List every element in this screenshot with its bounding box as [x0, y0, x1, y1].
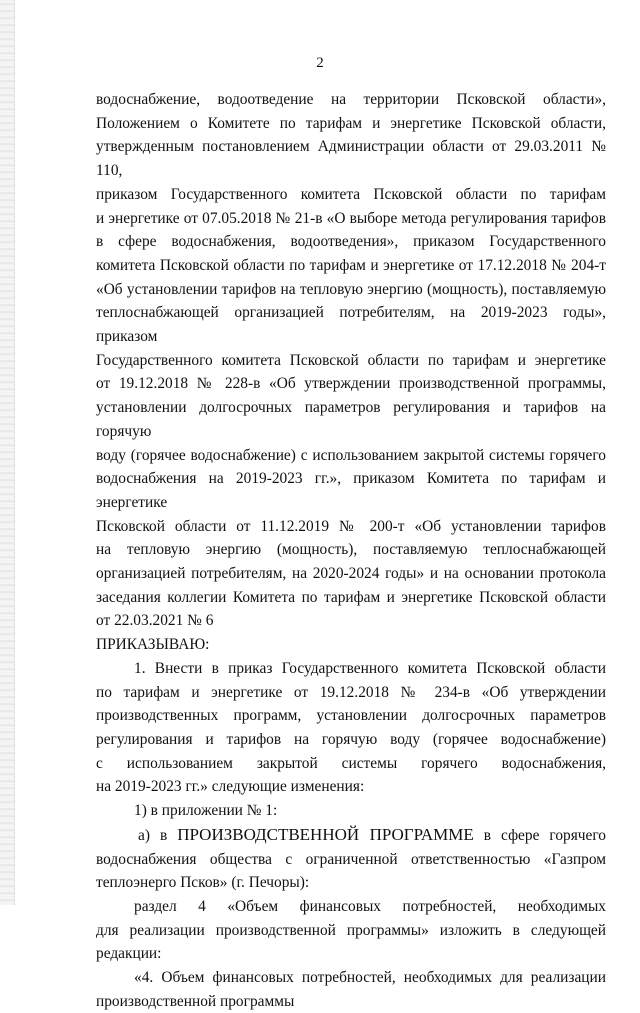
text-line: теплоснабжающей организацией потребителям, на 2019-2023 годы», приказом	[96, 304, 606, 346]
text-line: по тарифам и энергетике от 19.12.2018 № 234-в «Об утверждении	[96, 683, 606, 701]
text-line: «4. Объем финансовых потребностей, необходимых для реализации	[134, 969, 606, 987]
text-line: на тепловую энергию (мощность), поставляемую теплоснабжающей	[96, 541, 606, 559]
section-4-paragraph	[96, 895, 606, 966]
text-line: редакции:	[96, 945, 162, 963]
document-body	[96, 88, 606, 1013]
item-1-paragraph	[96, 657, 606, 799]
page-number: 2	[316, 55, 324, 71]
text-line: для реализации производственной программы» изложить в следующей	[96, 921, 606, 939]
text-line: на 2019-2023 гг.» следующие изменения:	[96, 778, 365, 796]
text-line: приказом Государственного комитета Псковской области по тарифам	[96, 185, 606, 203]
text-line: Псковской области от 11.12.2019 № 200-т «Об установлении тарифов	[96, 517, 606, 535]
text-line: раздел 4 «Объем финансовых потребностей, необходимых	[134, 897, 606, 915]
subitem-a-prefix: а) в	[138, 826, 178, 844]
text-line: 1. Внести в приказ Государственного комитета Псковской области	[134, 659, 606, 677]
subitem-a-suffix: в сфере горячего	[473, 826, 606, 844]
text-line: водоснабжения общества с ограниченной ответственностью «Газпром	[96, 850, 606, 868]
text-line: регулирования и тарифов на горячую воду (горячее водоснабжение)	[96, 730, 606, 748]
text-line: воду (горячее водоснабжение) с использованием закрытой системы горячего	[96, 446, 606, 464]
preamble-paragraph	[96, 88, 606, 633]
text-line: «Об установлении тарифов на тепловую энергию (мощность), поставляемую	[96, 280, 606, 298]
subitem-1: 1) в приложении № 1:	[134, 802, 278, 820]
text-line: от 19.12.2018 № 228-в «Об утверждении производственной программы,	[96, 375, 606, 393]
text-line: в сфере водоснабжения, водоотведения», приказом Государственного	[96, 233, 606, 251]
text-line: Положением о Комитете по тарифам и энергетике Псковской области,	[96, 114, 606, 132]
program-title-caps: ПРОИЗВОДСТВЕННОЙ ПРОГРАММЕ	[177, 824, 474, 844]
text-line: утвержденным постановлением Администрации области от 29.03.2011 № 110,	[96, 138, 606, 180]
subitem-a-paragraph	[96, 823, 606, 895]
text-line: Государственного комитета Псковской области по тарифам и энергетике	[96, 351, 606, 369]
text-line: водоснабжение, водоотведение на территории Псковской области»,	[96, 91, 606, 108]
quote-paragraph	[96, 966, 606, 1013]
text-line: теплоэнерго Псков» (г. Печоры):	[96, 874, 310, 892]
text-line: с использованием закрытой системы горячего водоснабжения,	[96, 754, 606, 772]
text-line: организацией потребителям, на 2020-2024 годы» и на основании протокола	[96, 565, 606, 583]
text-line: производственной программы	[96, 992, 295, 1010]
text-line: заседания коллегии Комитета по тарифам и энергетике Псковской области	[96, 588, 606, 606]
scan-edge	[0, 0, 15, 905]
text-line: и энергетике от 07.05.2018 № 21-в «О выборе метода регулирования тарифов	[96, 209, 606, 227]
text-line: производственных программ, установлении долгосрочных параметров	[96, 707, 606, 725]
text-line: водоснабжения на 2019-2023 гг.», приказом Комитета по тарифам и энергетике	[96, 470, 606, 511]
order-heading: ПРИКАЗЫВАЮ:	[96, 636, 210, 654]
text-line: установлении долгосрочных параметров регулирования и тарифов на горячую	[96, 399, 606, 440]
text-line: комитета Псковской области по тарифам и энергетике от 17.12.2018 № 204-т	[96, 256, 606, 274]
text-line: от 22.03.2021 № 6	[96, 612, 214, 630]
text-line	[96, 823, 606, 848]
